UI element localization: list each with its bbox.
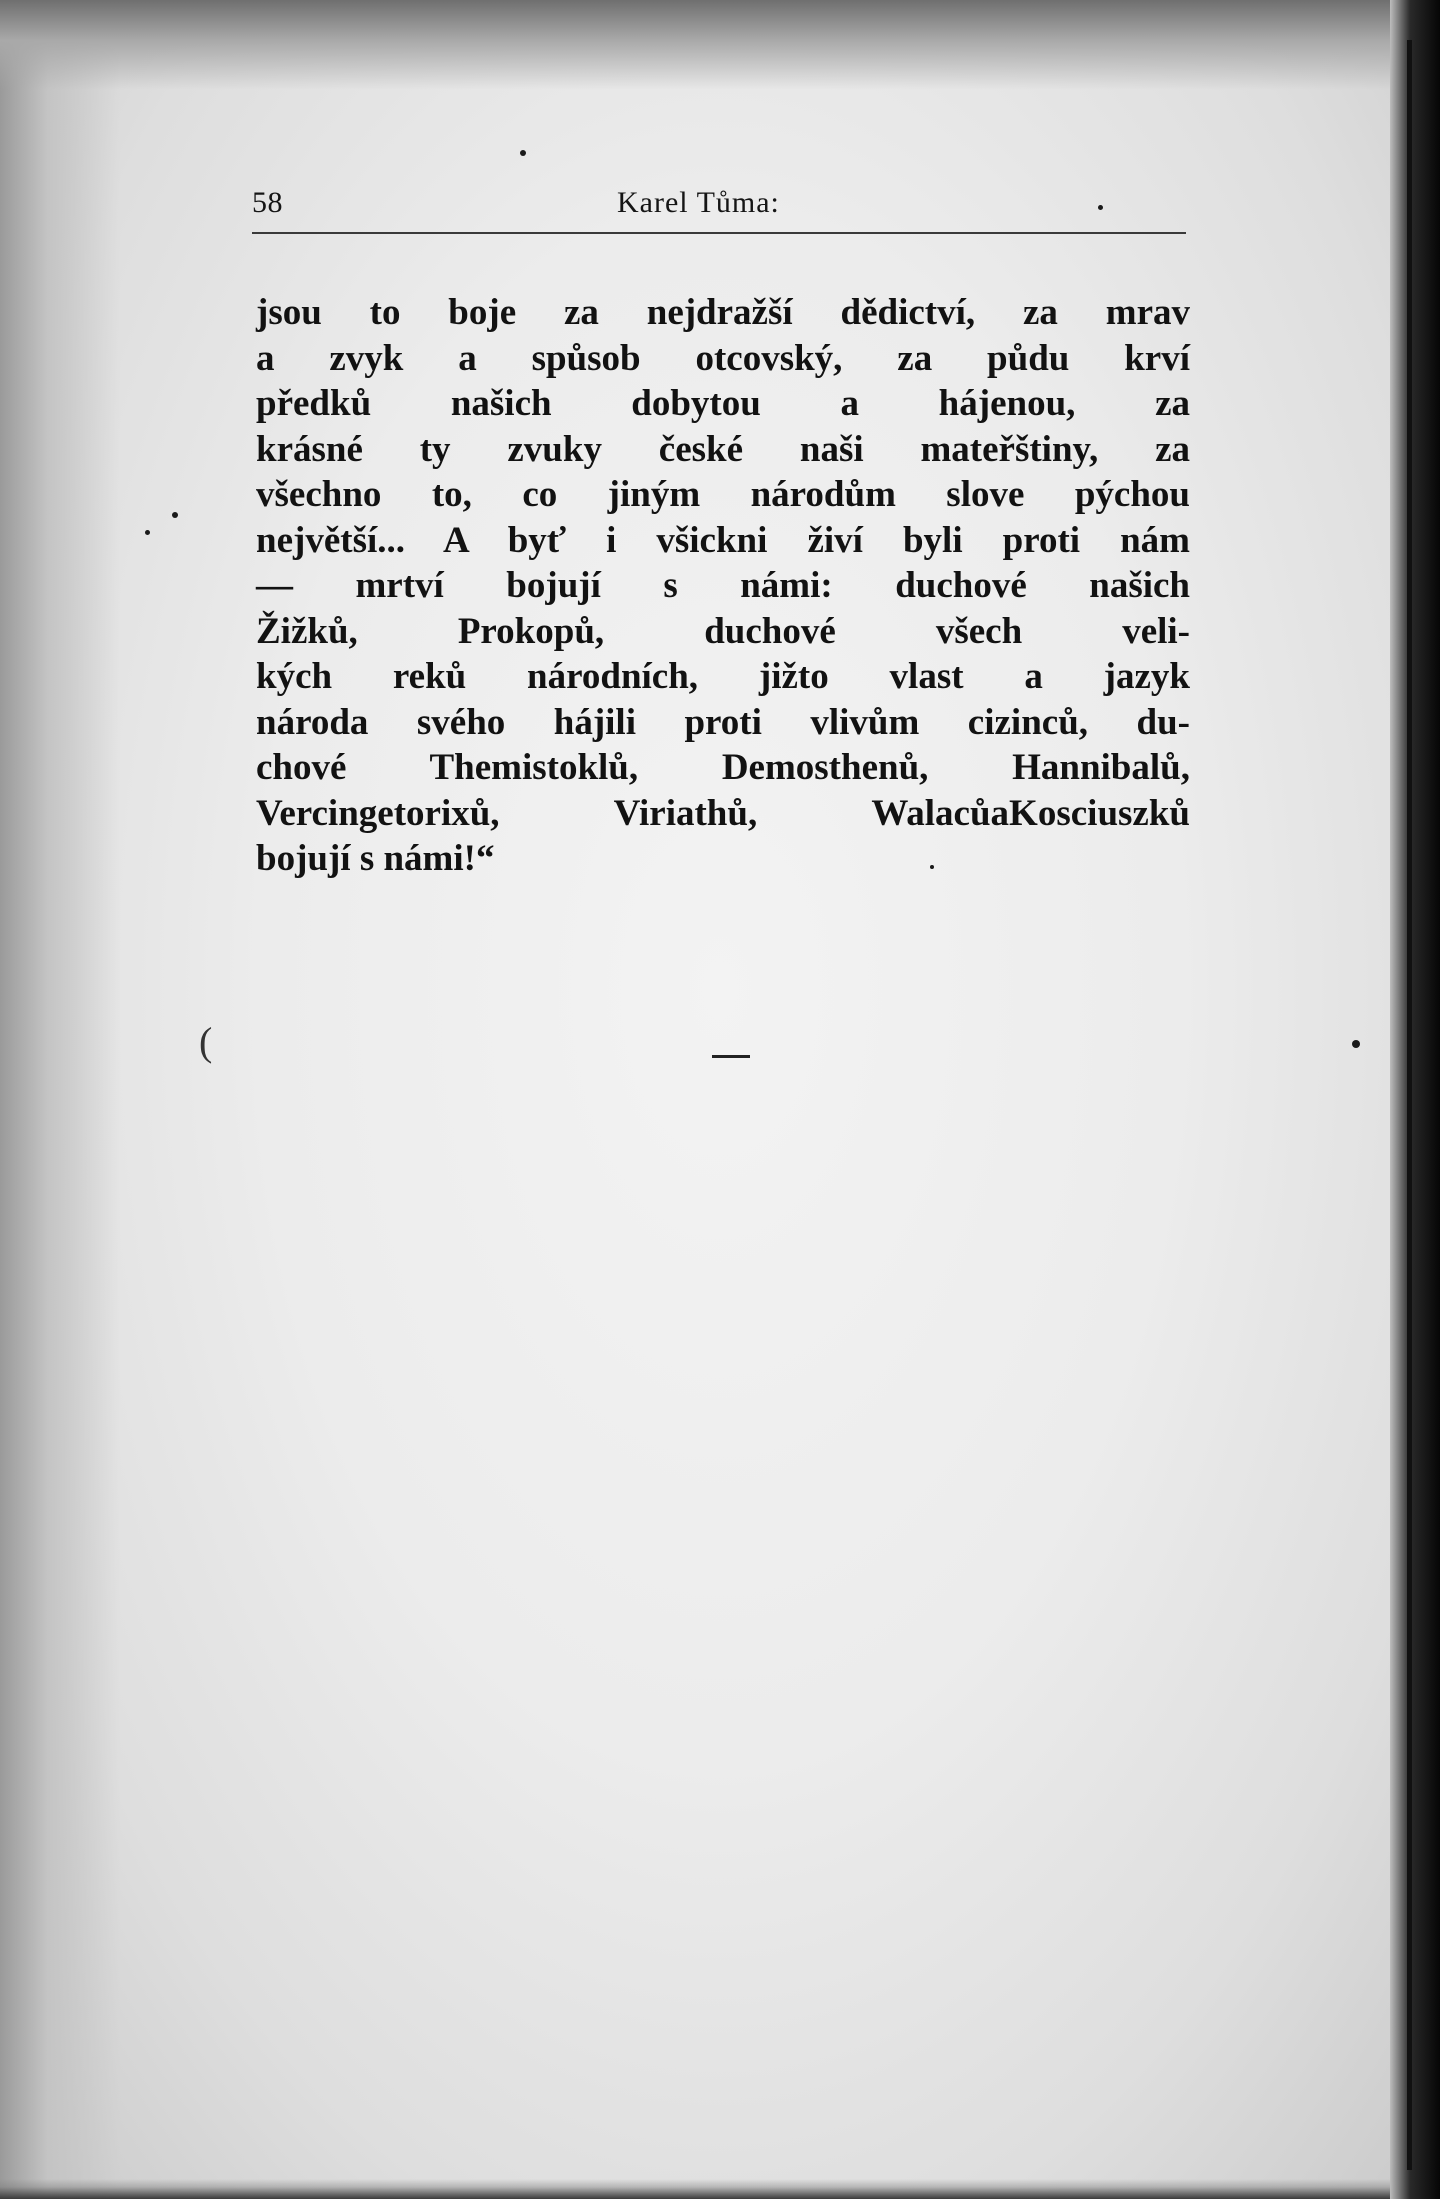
ink-speck xyxy=(145,530,150,535)
text-line: krásné ty zvuky české naši mateřštiny, za xyxy=(256,428,1190,470)
text-line: bojují s námi!“ xyxy=(256,838,495,879)
page-shadow-top xyxy=(0,0,1440,90)
text-line: a zvyk a spůsob otcovský, za půdu krví xyxy=(256,337,1190,379)
text-line: kých reků národních, jižto vlast a jazyk xyxy=(256,656,1190,697)
text-line: všechno to, co jiným národům slove pýchou xyxy=(256,474,1190,515)
page-shadow-left xyxy=(0,0,120,2199)
text-line: Vercingetorixů, Viriathů, WalacůaKosciuszků xyxy=(256,792,1190,834)
book-spine-edge xyxy=(1390,0,1440,2199)
margin-mark: ( xyxy=(199,1019,213,1064)
section-end-dash xyxy=(712,1055,750,1058)
text-line: předků našich dobytou a hájenou, za xyxy=(256,383,1190,424)
page-shadow-bottom xyxy=(0,2179,1440,2199)
ink-speck xyxy=(1098,205,1103,210)
ink-speck xyxy=(172,512,178,518)
spine-line xyxy=(1407,40,1412,2170)
text-line: jsou to boje za nejdražší dědictví, za mrav xyxy=(256,292,1190,333)
text-line: největší... A byť i všickni živí byli proti nám xyxy=(256,519,1190,561)
text-line: chové Themistoklů, Demosthenů, Hannibalů, xyxy=(256,747,1190,788)
ink-speck xyxy=(520,150,526,156)
text-line: národa svého hájili proti vlivům cizinců, du- xyxy=(256,701,1190,743)
running-head: Karel Tůma: xyxy=(617,186,780,219)
ink-speck xyxy=(1352,1040,1360,1048)
text-line: Žižků, Prokopů, duchové všech veli- xyxy=(256,610,1190,652)
body-paragraph xyxy=(256,290,1190,882)
ink-speck xyxy=(930,865,934,869)
header-rule xyxy=(252,232,1186,234)
page-header xyxy=(252,186,1186,230)
text-line: — mrtví bojují s námi: duchové našich xyxy=(256,565,1190,606)
page-number: 58 xyxy=(252,186,283,219)
